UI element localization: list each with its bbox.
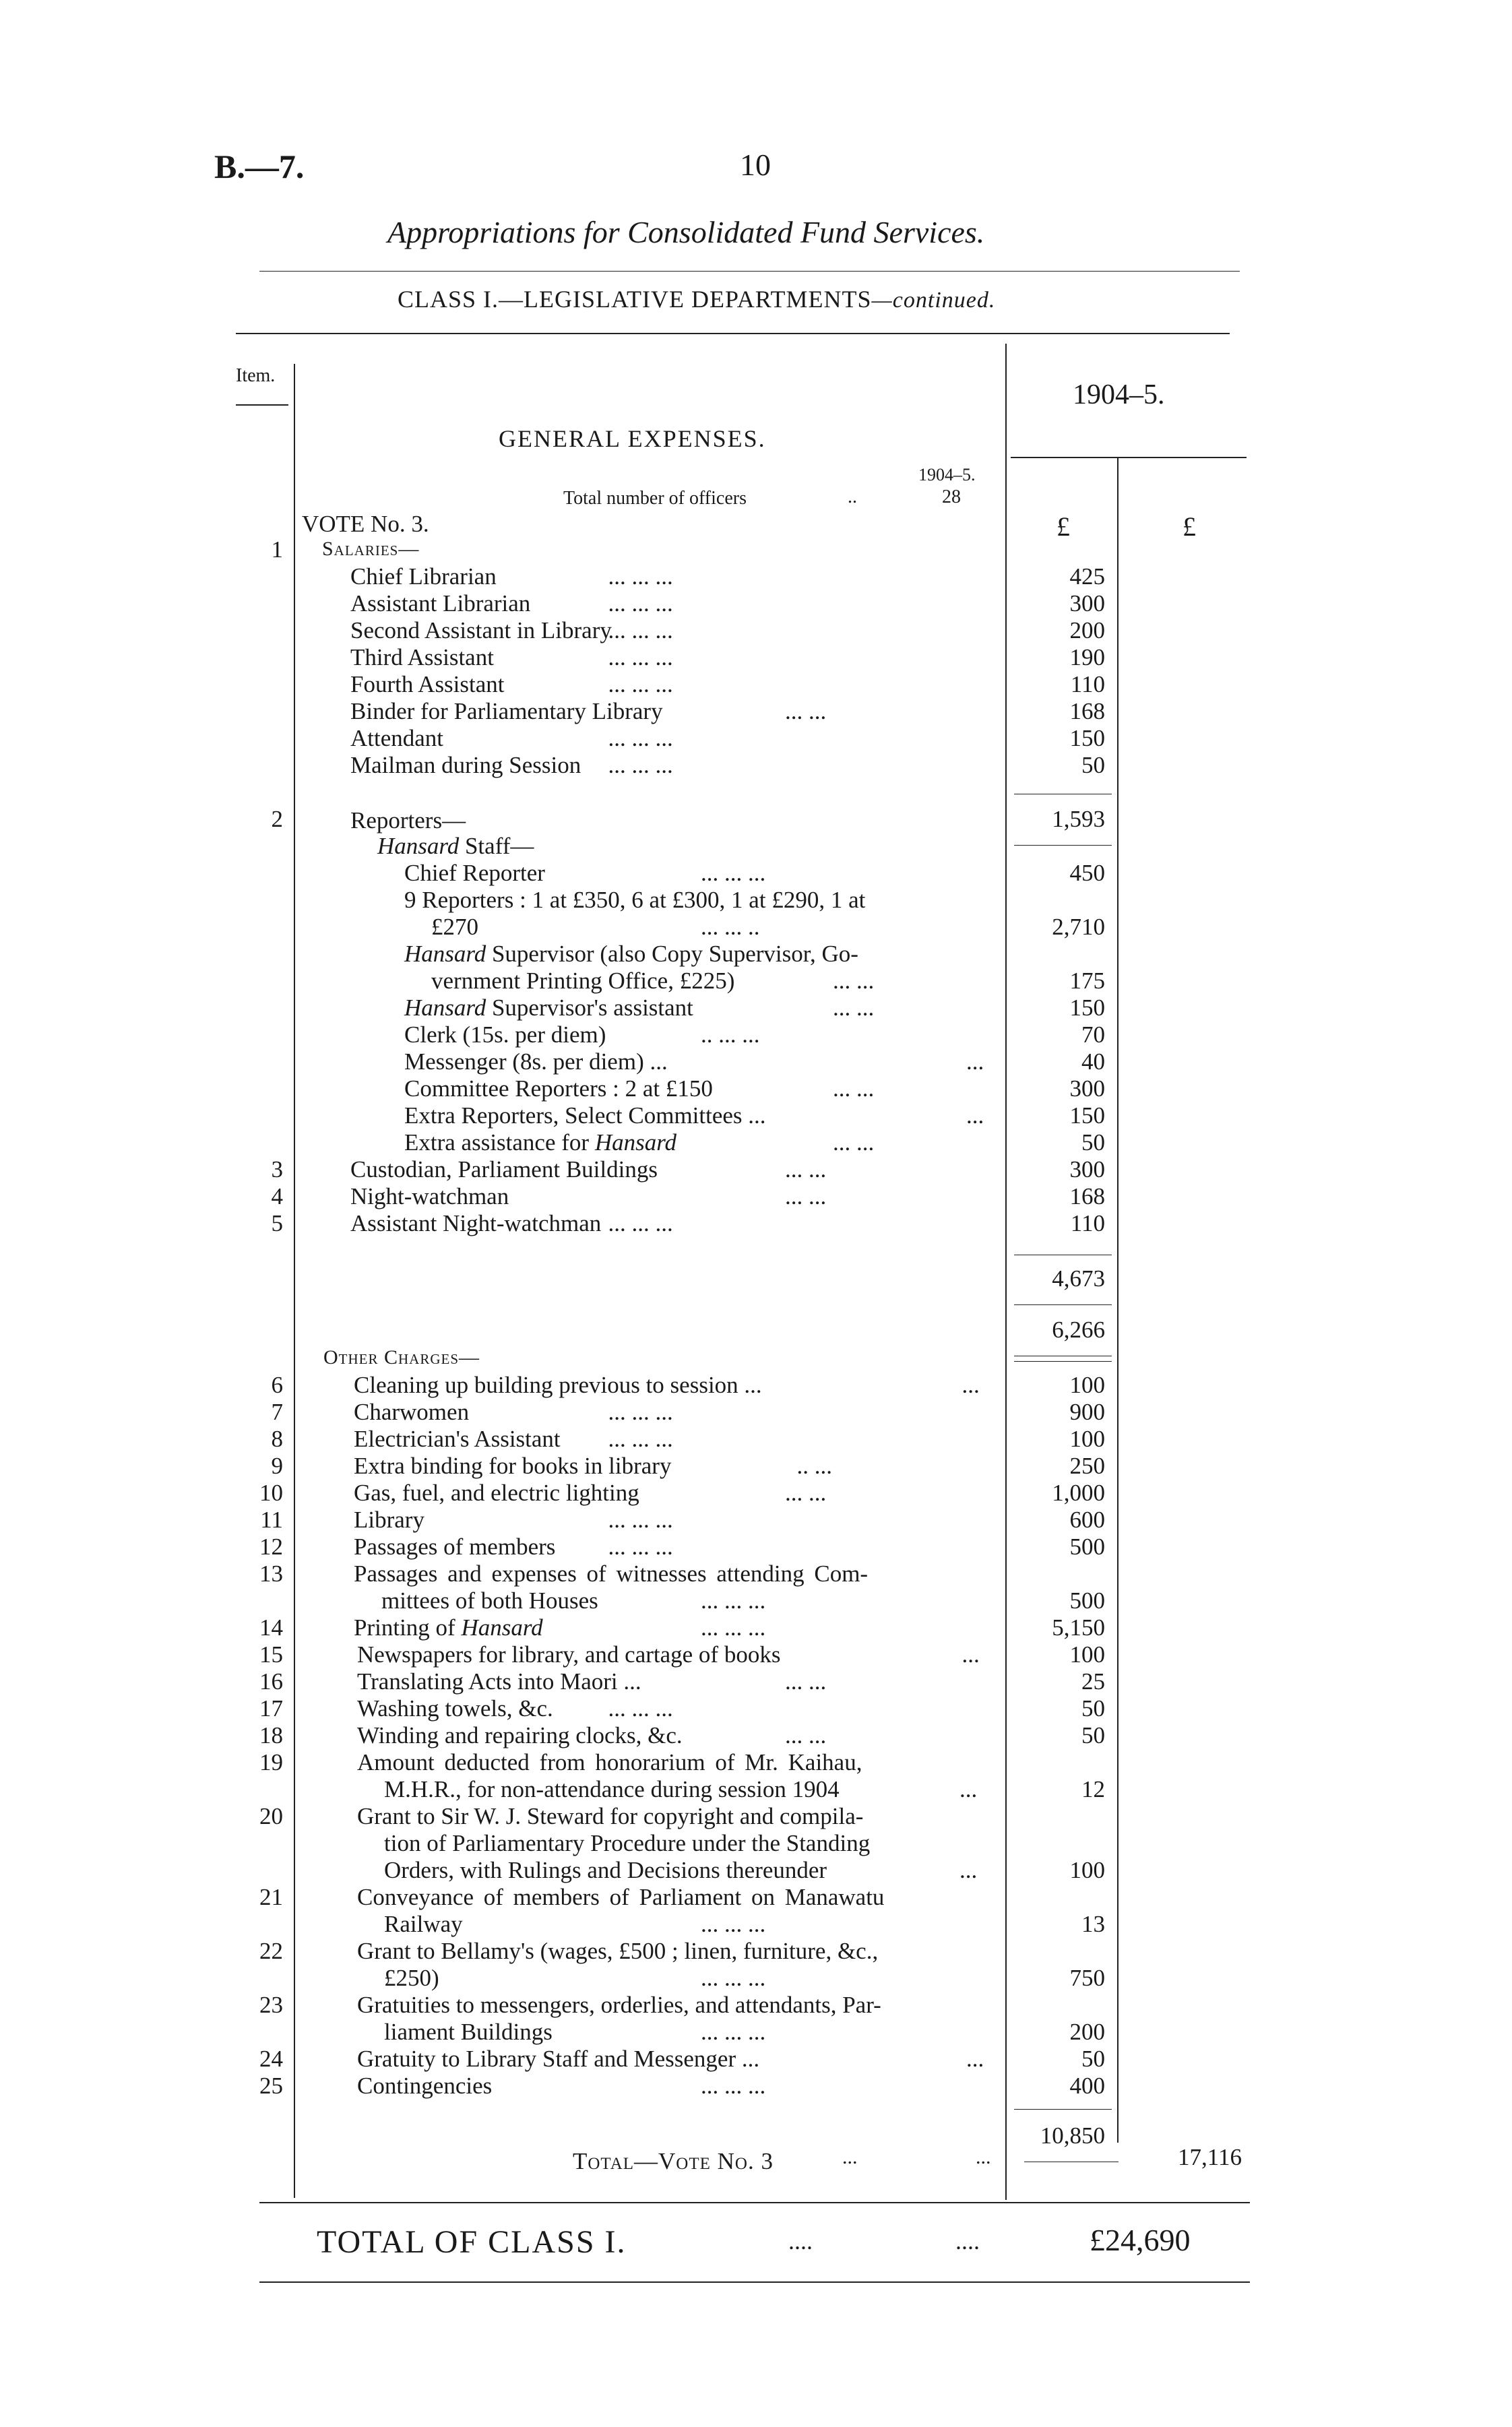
page-bottom-rule: [259, 2281, 1250, 2283]
nine-reporters-label: 9 Reporters : 1 at £350, 6 at £300, 1 at £290, 1 at: [404, 887, 866, 913]
amount-column-divider: [1117, 458, 1119, 2143]
row-dots: ... ...: [785, 698, 827, 724]
item20-label: Grant to Sir W. J. Steward for copyright and compila-: [357, 1803, 864, 1829]
row-dots: ...: [962, 1641, 980, 1668]
row-label: Library: [354, 1507, 424, 1533]
row-dots: ... ... ...: [608, 1507, 673, 1533]
item23-label: Gratuities to messengers, orderlies, and attendants, Par-: [357, 1992, 881, 2018]
row-dots: ... ... ...: [608, 1399, 673, 1425]
row-dots: ... ... ...: [608, 1534, 673, 1560]
row-label: Gas, fuel, and electric lighting: [354, 1480, 639, 1506]
row-amount: 168: [1069, 698, 1105, 724]
item14-amount: 5,150: [1052, 1614, 1105, 1641]
row-dots: ... ...: [785, 1480, 827, 1506]
row-amount: 110: [1070, 671, 1105, 697]
row-label: Winding and repairing clocks, &c.: [357, 1722, 683, 1748]
row-dots: ... ...: [833, 1075, 875, 1102]
item-number: 11: [260, 1507, 283, 1533]
item19-label: Amount deducted from honorarium of Mr. Kaihau,: [357, 1749, 862, 1775]
row-dots: ...: [966, 2046, 984, 2072]
item-number: 22: [259, 1938, 283, 1964]
row-amount: 1,000: [1052, 1480, 1105, 1506]
row-amount: 300: [1069, 590, 1105, 617]
row-dots: ... ...: [833, 1129, 875, 1156]
row-label: Third Assistant: [350, 644, 494, 670]
salaries-subtotal: 1,593: [1052, 806, 1105, 832]
chief-reporter-label: Chief Reporter: [404, 860, 545, 886]
nine-reporters-label-cont: £270: [431, 914, 478, 940]
item23-label-cont: liament Buildings: [384, 2019, 553, 2045]
subtotal-rule: [1014, 1361, 1112, 1362]
row-dots: ... ... ..: [701, 914, 760, 940]
row-amount: 425: [1069, 563, 1105, 590]
officers-label: Total number of officers: [563, 488, 747, 509]
pound-sign-left: £: [1057, 511, 1070, 542]
row-label: Custodian, Parliament Buildings: [350, 1156, 658, 1183]
row-dots: ... ... ...: [701, 860, 766, 886]
item-number: 5: [271, 1210, 283, 1236]
description-column-divider: [1005, 344, 1007, 2200]
item-number: 16: [259, 1668, 283, 1695]
item-number: 6: [271, 1372, 283, 1398]
row-label: Night-watchman: [350, 1183, 509, 1209]
item-number: 17: [259, 1695, 283, 1722]
row-dots: ...: [842, 2146, 858, 2168]
item-number: 25: [259, 2073, 283, 2099]
row-dots: ... ...: [785, 1156, 827, 1183]
item-number: 2: [271, 806, 283, 832]
row-dots: ....: [955, 2228, 980, 2255]
page-title: Appropriations for Consolidated Fund Services.: [387, 215, 985, 249]
subtotal-rule: [1014, 2109, 1112, 2110]
officers-count: 28: [942, 486, 961, 507]
row-dots: ... ... ...: [701, 2073, 766, 2099]
row-amount: 300: [1069, 1156, 1105, 1183]
item-number: 8: [271, 1426, 283, 1452]
row-amount: 100: [1069, 1372, 1105, 1398]
title-rule: [259, 271, 1240, 272]
row-label: Cleaning up building previous to session ...: [354, 1372, 762, 1398]
page-number: 10: [740, 148, 771, 182]
row-dots: ... ... ...: [701, 1965, 766, 1991]
row-dots: ...: [966, 1048, 984, 1075]
row-dots: ... ...: [785, 1722, 827, 1748]
item-number: 23: [259, 1992, 283, 2018]
row-label: Passages of members: [354, 1534, 556, 1560]
row-dots: ... ...: [785, 1668, 827, 1695]
row-dots: ... ... ...: [608, 590, 673, 617]
row-label: Assistant Librarian: [350, 590, 531, 617]
item22-label: Grant to Bellamy's (wages, £500 ; linen, furniture, &c.,: [357, 1938, 879, 1964]
row-dots: ... ...: [785, 1183, 827, 1209]
row-dots: ...: [976, 2146, 991, 2168]
other-charges-subtotal: 10,850: [1040, 2122, 1105, 2149]
row-dots: ... ... ...: [701, 1614, 766, 1641]
row-amount: 150: [1069, 725, 1105, 751]
row-dots: ... ... ...: [701, 2019, 766, 2045]
row-label: Attendant: [350, 725, 444, 751]
row-label: Mailman during Session: [350, 752, 581, 778]
row-dots: ... ... ...: [608, 752, 673, 778]
row-label: Assistant Night-watchman: [350, 1210, 602, 1236]
item-number: 24: [259, 2046, 283, 2072]
item13-amount: 500: [1069, 1587, 1105, 1614]
table-bottom-rule: [259, 2202, 1250, 2203]
item21-label-cont: Railway: [384, 1911, 463, 1937]
item-column-heading: Item.: [236, 365, 276, 386]
officers-year: 1904–5.: [918, 465, 976, 484]
row-dots: ... ... ...: [701, 1911, 766, 1937]
committee-reporters-amount: 300: [1069, 1075, 1105, 1102]
hansard-staff-heading: Hansard Staff—: [377, 833, 534, 859]
item22-amount: 750: [1069, 1965, 1105, 1991]
salaries-heading: Salaries—: [322, 538, 420, 560]
row-amount: 110: [1070, 1210, 1105, 1236]
row-amount: 100: [1069, 1426, 1105, 1452]
item13-label-cont: mittees of both Houses: [381, 1587, 598, 1614]
subtotal-rule: [1014, 845, 1112, 846]
item-number: 21: [259, 1884, 283, 1910]
item21-amount: 13: [1081, 1911, 1105, 1937]
item-number: 10: [259, 1480, 283, 1506]
item-number: 1: [271, 536, 283, 563]
row-dots: ... ... ...: [608, 563, 673, 590]
extra-reporters-label: Extra Reporters, Select Committees ...: [404, 1102, 766, 1129]
hansard-supervisor-label-cont: vernment Printing Office, £225): [431, 968, 735, 994]
extra-assistance-amount: 50: [1081, 1129, 1105, 1156]
supervisor-assistant-label: Hansard Supervisor's assistant: [404, 995, 693, 1021]
other-charges-heading: Other Charges—: [323, 1346, 480, 1368]
row-dots: .. ... ...: [701, 1021, 760, 1048]
row-dots: ...: [966, 1102, 984, 1129]
item25-amount: 400: [1069, 2073, 1105, 2099]
row-label: Electrician's Assistant: [354, 1426, 561, 1452]
item22-label-cont: £250): [384, 1965, 439, 1991]
item-number: 19: [259, 1749, 283, 1775]
nine-reporters-amount: 2,710: [1052, 914, 1105, 940]
row-label: Charwomen: [354, 1399, 470, 1425]
row-label: Translating Acts into Maori ...: [357, 1668, 641, 1695]
hansard-supervisor-label: Hansard Supervisor (also Copy Supervisor, Go-: [404, 941, 858, 967]
item14-label: Printing of Hansard: [354, 1614, 543, 1641]
class-total-amount: £24,690: [1090, 2223, 1191, 2257]
total-vote-label: Total—Vote No. 3: [573, 2148, 774, 2174]
row-dots: ... ... ...: [608, 1210, 673, 1236]
item-number: 7: [271, 1399, 283, 1425]
item19-label-cont: M.H.R., for non-attendance during session 1904: [384, 1776, 840, 1802]
row-dots: ...: [962, 1372, 980, 1398]
row-label: Washing towels, &c.: [357, 1695, 553, 1722]
vote-label: VOTE No. 3.: [302, 511, 429, 537]
item-number: 14: [259, 1614, 283, 1641]
item23-amount: 200: [1069, 2019, 1105, 2045]
item25-label: Contingencies: [357, 2073, 493, 2099]
class-title: CLASS I.—LEGISLATIVE DEPARTMENTS—continued.: [398, 286, 996, 313]
item24-label: Gratuity to Library Staff and Messenger ...: [357, 2046, 760, 2072]
item-number: 9: [271, 1453, 283, 1479]
messenger-label: Messenger (8s. per diem) ...: [404, 1048, 668, 1075]
row-dots: ... ... ...: [608, 671, 673, 697]
reporters-subtotal: 4,673: [1052, 1265, 1105, 1292]
row-dots: ....: [788, 2228, 813, 2255]
row-amount: 600: [1069, 1507, 1105, 1533]
item-head-rule: [236, 404, 288, 406]
pound-sign-right: £: [1183, 511, 1196, 542]
clerk-label: Clerk (15s. per diem): [404, 1021, 606, 1048]
salaries-grand-subtotal: 6,266: [1052, 1317, 1105, 1343]
extra-reporters-amount: 150: [1069, 1102, 1105, 1129]
row-amount: 500: [1069, 1534, 1105, 1560]
row-dots: ... ...: [833, 968, 875, 994]
item-number: 4: [271, 1183, 283, 1209]
row-dots: ... ... ...: [608, 1426, 673, 1452]
item20-amount: 100: [1069, 1857, 1105, 1883]
row-dots: ... ... ...: [608, 1695, 673, 1722]
reporters-heading: Reporters—: [350, 807, 466, 833]
hansard-supervisor-amount: 175: [1069, 968, 1105, 994]
row-dots: ... ... ...: [608, 644, 673, 670]
row-dots: ... ...: [833, 995, 875, 1021]
row-amount: 50: [1081, 752, 1105, 778]
class-total-label: TOTAL OF CLASS I.: [317, 2224, 627, 2260]
item-number: 3: [271, 1156, 283, 1183]
messenger-amount: 40: [1081, 1048, 1105, 1075]
row-amount: 900: [1069, 1399, 1105, 1425]
table-top-rule: [236, 333, 1230, 334]
item20-label-cont2: Orders, with Rulings and Decisions thereunder: [384, 1857, 827, 1883]
item-number: 15: [259, 1641, 283, 1668]
row-label: Chief Librarian: [350, 563, 497, 590]
total-vote-amount: 17,116: [1178, 2144, 1242, 2170]
item-number: 13: [259, 1561, 283, 1587]
row-dots: ...: [959, 1857, 978, 1883]
item24-amount: 50: [1081, 2046, 1105, 2072]
row-amount: 50: [1081, 1695, 1105, 1722]
chief-reporter-amount: 450: [1069, 860, 1105, 886]
supervisor-assistant-amount: 150: [1069, 995, 1105, 1021]
row-amount: 25: [1081, 1668, 1105, 1695]
extra-assistance-label: Extra assistance for Hansard: [404, 1129, 677, 1156]
row-label: Newspapers for library, and cartage of books: [357, 1641, 781, 1668]
item-number: 12: [259, 1534, 283, 1560]
row-label: Second Assistant in Library: [350, 617, 612, 643]
row-label: Binder for Parliamentary Library: [350, 698, 663, 724]
item21-label: Conveyance of members of Parliament on Manawatu: [357, 1884, 885, 1910]
document-code: B.—7.: [214, 148, 305, 185]
row-amount: 168: [1069, 1183, 1105, 1209]
row-amount: 50: [1081, 1722, 1105, 1748]
row-dots: ... ... ...: [608, 617, 673, 643]
row-amount: 190: [1069, 644, 1105, 670]
committee-reporters-label: Committee Reporters : 2 at £150: [404, 1075, 713, 1102]
section-title: GENERAL EXPENSES.: [499, 425, 766, 452]
subtotal-rule: [1014, 1304, 1112, 1305]
row-label: Fourth Assistant: [350, 671, 505, 697]
row-amount: 200: [1069, 617, 1105, 643]
item13-label: Passages and expenses of witnesses attending Com-: [354, 1561, 869, 1587]
row-dots: ... ... ...: [701, 1587, 766, 1614]
row-dots: ...: [959, 1776, 978, 1802]
row-label: Extra binding for books in library: [354, 1453, 672, 1479]
row-dots: ... ... ...: [608, 725, 673, 751]
item20-label-cont: tion of Parliamentary Procedure under the Standing: [384, 1830, 871, 1856]
item-column-divider: [294, 364, 295, 2198]
officers-dots: ..: [848, 486, 857, 507]
year-column-heading: 1904–5.: [1073, 379, 1165, 410]
year-head-rule: [1011, 457, 1247, 458]
row-dots: .. ...: [796, 1453, 832, 1479]
clerk-amount: 70: [1081, 1021, 1105, 1048]
item-number: 18: [259, 1722, 283, 1748]
row-amount: 250: [1069, 1453, 1105, 1479]
item-number: 20: [259, 1803, 283, 1829]
item19-amount: 12: [1081, 1776, 1105, 1802]
row-amount: 100: [1069, 1641, 1105, 1668]
